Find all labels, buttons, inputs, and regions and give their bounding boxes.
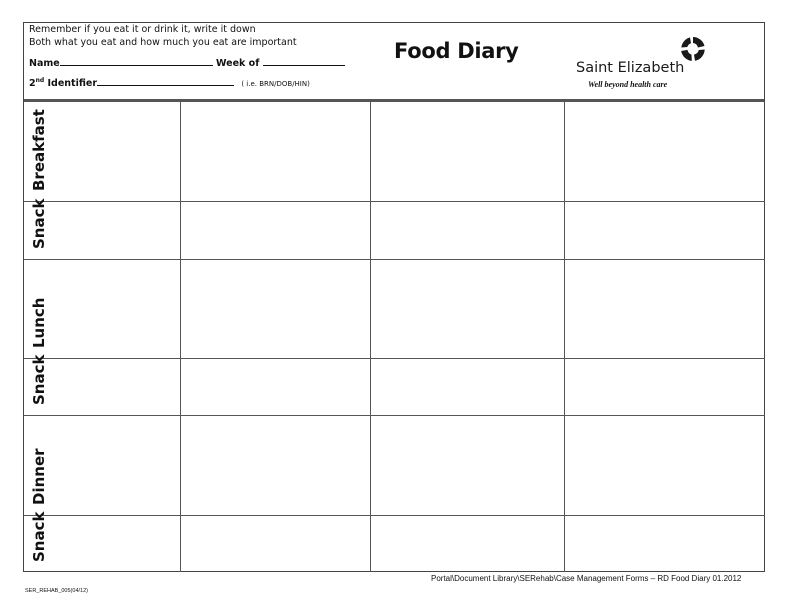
- entry-cell[interactable]: [564, 358, 765, 415]
- entry-cell[interactable]: [564, 415, 765, 515]
- saint-elizabeth-logo-icon: [680, 36, 706, 62]
- entry-cell[interactable]: [370, 259, 564, 358]
- instruction-line-1: Remember if you eat it or drink it, write it down: [29, 24, 256, 35]
- form-header: [24, 23, 764, 100]
- meal-label: Snack: [30, 198, 48, 249]
- meal-label-cell: [24, 354, 180, 415]
- meal-label-cell: [24, 198, 180, 259]
- meal-label: Dinner: [30, 447, 48, 505]
- meal-label-cell: [24, 102, 180, 201]
- entry-cell[interactable]: [564, 102, 765, 201]
- saint-elizabeth-logo: [576, 36, 746, 96]
- name-field[interactable]: [60, 55, 213, 66]
- entry-cell[interactable]: [180, 515, 370, 572]
- page-title: Food Diary: [394, 39, 519, 63]
- logo-name: Saint Elizabeth: [576, 60, 685, 76]
- meal-label: Snack: [30, 511, 48, 562]
- entry-cell[interactable]: [180, 201, 370, 259]
- meal-label: Lunch: [30, 297, 48, 348]
- meal-row-dinner: [24, 415, 765, 515]
- meal-row-lunch: [24, 259, 765, 358]
- meal-row-snack-3: [24, 515, 765, 572]
- identifier-hint: ( i.e. BRN/DOB/HIN): [241, 80, 310, 89]
- meal-row-snack-2: [24, 358, 765, 415]
- entry-cell[interactable]: [564, 201, 765, 259]
- week-field[interactable]: [263, 55, 345, 66]
- name-week-row: [29, 55, 345, 70]
- entry-cell[interactable]: [370, 515, 564, 572]
- form-code: SER_REHAB_005(04/12): [25, 588, 88, 594]
- meal-label-cell: [24, 511, 180, 572]
- entry-cell[interactable]: [180, 358, 370, 415]
- meal-label-cell: [24, 415, 180, 515]
- document-path: Portal\Document Library\SERehab\Case Management Forms – RD Food Diary 01.2012: [431, 574, 742, 583]
- meal-row-breakfast: [24, 102, 765, 201]
- entry-cell[interactable]: [564, 259, 765, 358]
- instruction-line-2: Both what you eat and how much you eat are important: [29, 37, 297, 48]
- entry-cell[interactable]: [180, 102, 370, 201]
- identifier-number: 2: [29, 78, 36, 90]
- identifier-row: [29, 75, 310, 90]
- entry-cell[interactable]: [370, 415, 564, 515]
- name-label: Name: [29, 58, 60, 69]
- entry-cell[interactable]: [370, 201, 564, 259]
- food-diary-grid: [24, 102, 765, 572]
- entry-cell[interactable]: [180, 415, 370, 515]
- entry-cell[interactable]: [370, 102, 564, 201]
- meal-label: Snack: [30, 354, 48, 405]
- meal-row-snack-1: [24, 201, 765, 259]
- identifier-field[interactable]: [97, 75, 234, 86]
- week-label: Week of: [216, 58, 260, 69]
- food-diary-form: [23, 22, 765, 572]
- entry-cell[interactable]: [564, 515, 765, 572]
- logo-tagline: Well beyond health care: [588, 80, 668, 89]
- identifier-ordinal: nd: [35, 77, 45, 84]
- entry-cell[interactable]: [180, 259, 370, 358]
- entry-cell[interactable]: [370, 358, 564, 415]
- meal-label: Breakfast: [30, 108, 48, 191]
- identifier-label: Identifier: [47, 78, 98, 90]
- meal-label-cell: [24, 259, 180, 358]
